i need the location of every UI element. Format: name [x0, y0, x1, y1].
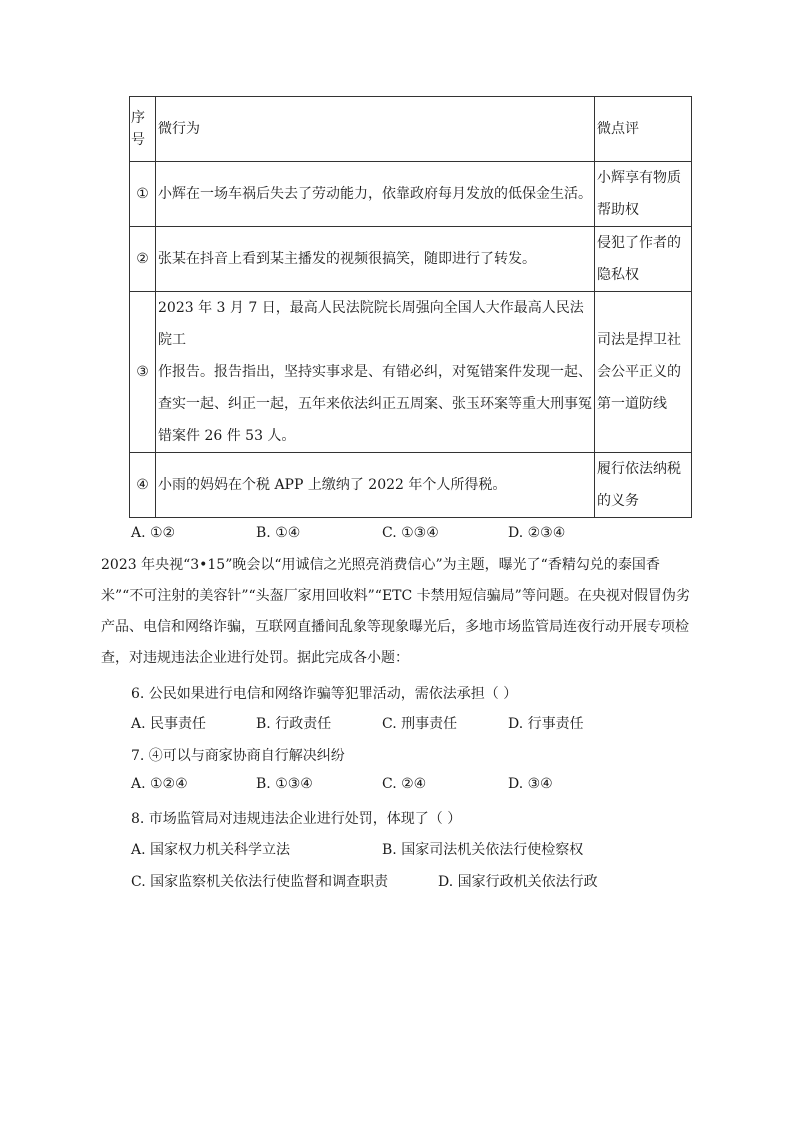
row-comment: [595, 227, 692, 292]
header-no: 序号: [130, 97, 156, 162]
comment-line: 侵犯了作者的: [597, 235, 681, 251]
comment-line: 帮助权: [597, 202, 639, 218]
q7-option-c[interactable]: C. ②④: [382, 776, 427, 792]
row-number: ③: [130, 292, 156, 453]
q8-option-c[interactable]: C. 国家监察机关依法行使监督和调查职责: [131, 874, 389, 890]
comment-line: 小辉享有物质: [597, 170, 681, 186]
table-row: [130, 292, 692, 453]
q6-option-b[interactable]: B. 行政责任: [256, 716, 332, 732]
comment-line: 会公平正义的: [597, 364, 681, 380]
row-number: ①: [130, 162, 156, 227]
row-comment: [595, 162, 692, 227]
row-behavior: 小辉在一场车祸后失去了劳动能力，依靠政府每月发放的低保金生活。: [156, 162, 595, 227]
q8-option-b[interactable]: B. 国家司法机关依法行使检察权: [382, 842, 584, 858]
q6-option-a[interactable]: A. 民事责任: [131, 716, 207, 732]
row-number: ②: [130, 227, 156, 292]
comment-line: 第一道防线: [597, 396, 667, 412]
comment-line: 履行依法纳税: [597, 461, 681, 477]
q7-option-b[interactable]: B. ①③④: [256, 776, 313, 792]
q7-option-a[interactable]: A. ①②④: [131, 776, 188, 792]
q5-option-b[interactable]: B. ①④: [256, 525, 301, 541]
header-comment: 微点评: [595, 97, 692, 162]
q6-option-c[interactable]: C. 刑事责任: [382, 716, 458, 732]
row-behavior: [156, 292, 595, 453]
behavior-line: 作报告。报告指出，坚持实事求是、有错必纠，对冤错案件发现一起、: [158, 364, 592, 380]
q5-option-d[interactable]: D. ②③④: [508, 525, 566, 541]
behavior-table: [129, 96, 692, 518]
row-comment: [595, 453, 692, 518]
comment-line: 的义务: [597, 493, 639, 509]
table-header-row: [130, 97, 692, 162]
q5-option-a[interactable]: A. ①②: [131, 525, 176, 541]
q7-option-d[interactable]: D. ③④: [508, 776, 553, 792]
behavior-line: 2023 年 3 月 7 日，最高人民法院院长周强向全国人大作最高人民法院工: [158, 300, 584, 348]
row-number: ④: [130, 453, 156, 518]
passage: 2023 年央视“3•15”晚会以“用诚信之光照亮消费信心”为主题，曝光了“香精勾兑的泰国香米”“不可注射的美容针”“头盔厂家用回收料”“ETC 卡禁用短信骗局”等问题。在央视对假冒伪劣产品、电信和网络诈骗，互联网直播间乱象等现象曝光后，多地市场监管局连夜行动开展专项检查，对违规违法企业进行处罚。据此完成各小题：: [101, 557, 690, 666]
row-behavior: 小雨的妈妈在个税 APP 上缴纳了 2022 年个人所得税。: [156, 453, 595, 518]
row-behavior: 张某在抖音上看到某主播发的视频很搞笑，随即进行了转发。: [156, 227, 595, 292]
q6-stem: 6. 公民如果进行电信和网络诈骗等犯罪活动，需依法承担（ ）: [131, 686, 518, 702]
q8-option-a[interactable]: A. 国家权力机关科学立法: [131, 842, 291, 858]
q8-option-d[interactable]: D. 国家行政机关依法行政: [438, 874, 598, 890]
q5-option-c[interactable]: C. ①③④: [382, 525, 439, 541]
table-row: [130, 227, 692, 292]
q6-option-d[interactable]: D. 行事责任: [508, 716, 584, 732]
q7-stem: 7. ④可以与商家协商自行解决纠纷: [131, 748, 345, 764]
comment-line: 隐私权: [597, 267, 639, 283]
row-comment: [595, 292, 692, 453]
q8-stem: 8. 市场监管局对违规违法企业进行处罚，体现了（ ）: [131, 811, 462, 827]
header-behavior: 微行为: [156, 97, 595, 162]
table-row: [130, 162, 692, 227]
comment-line: 司法是捍卫社: [597, 332, 681, 348]
behavior-line: 错案件 26 件 53 人。: [158, 428, 296, 444]
table-row: [130, 453, 692, 518]
behavior-line: 查实一起、纠正一起，五年来依法纠正五周案、张玉环案等重大刑事冤: [158, 396, 592, 412]
